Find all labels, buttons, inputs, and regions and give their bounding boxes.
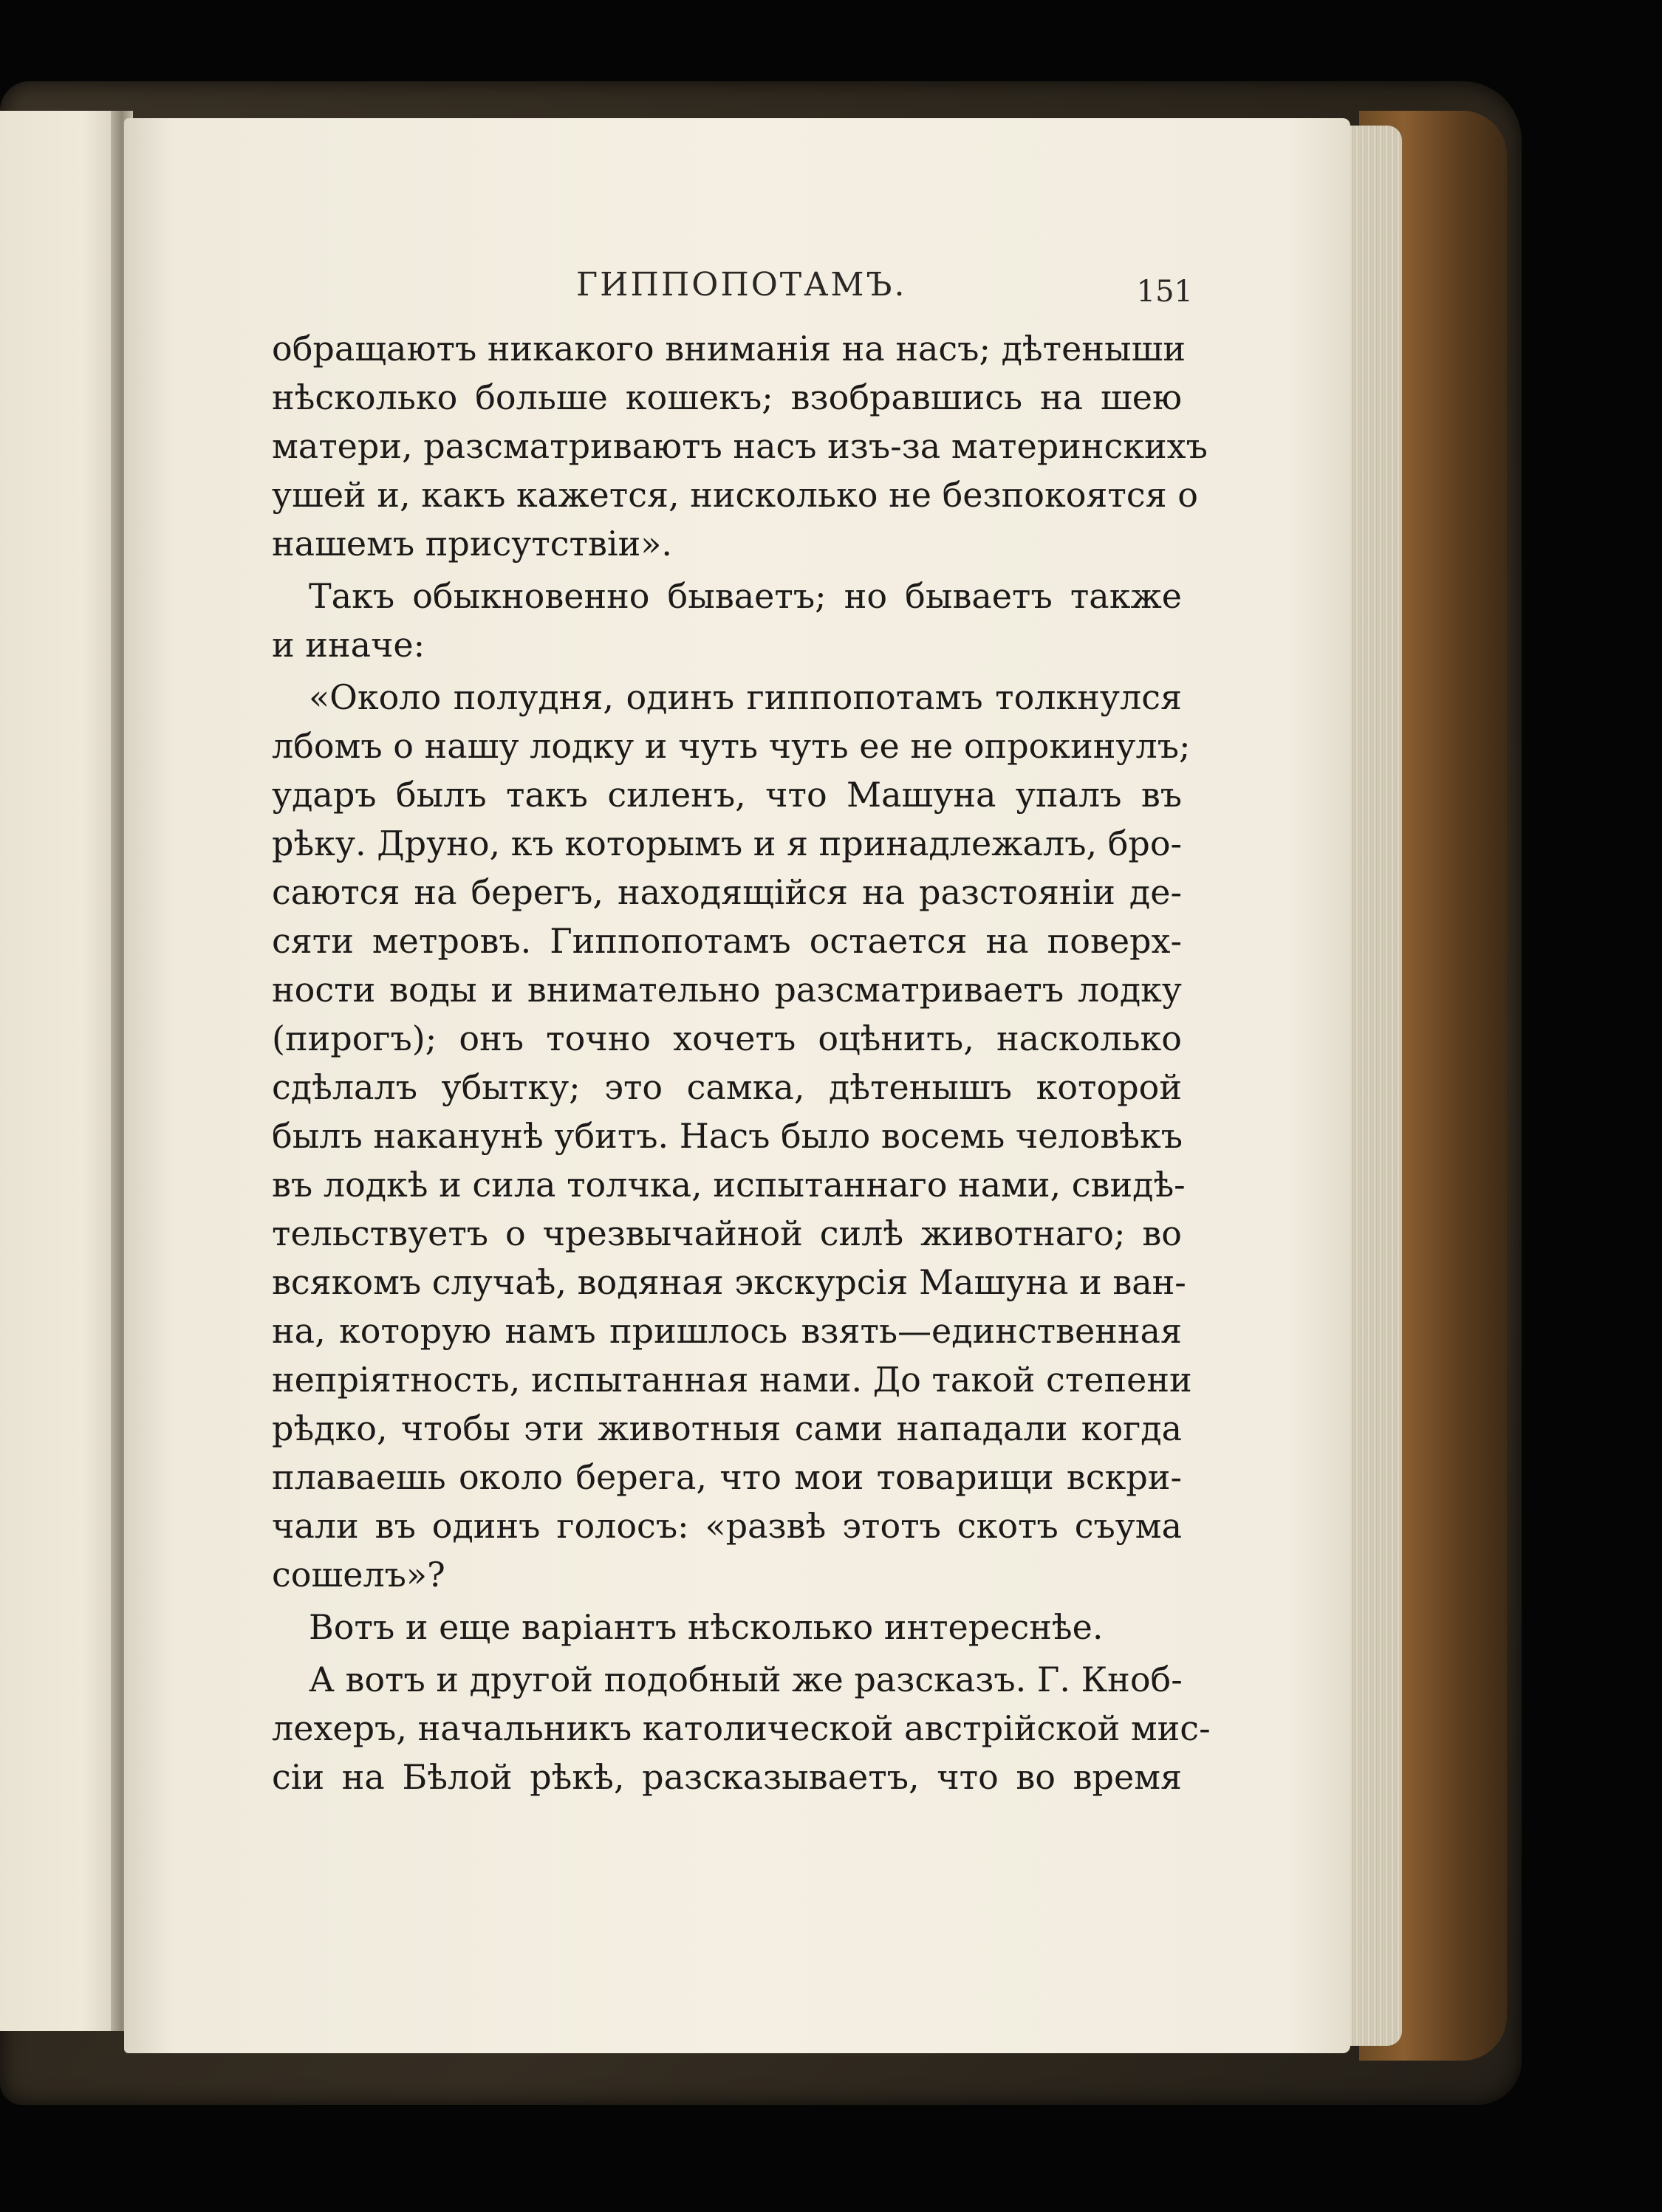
text-line: и иначе: [272,625,425,665]
text-line: ушей и, какъ кажется, нисколько не безпокоятся о [272,475,1198,515]
text-line: Такъ обыкновенно бываетъ; но бываетъ также [309,576,1182,616]
running-head: ГИППОПОТАМЪ. [576,266,907,304]
text-line: «Около полудня, одинъ гиппопотамъ толкнулся [309,677,1182,717]
text-line: (пирогъ); онъ точно хочетъ оцѣнить, насколько [272,1018,1182,1058]
text-line: рѣдко, чтобы эти животныя сами нападали когда [272,1408,1182,1448]
text-line: всякомъ случаѣ, водяная экскурсія Машуна и ван- [272,1262,1186,1302]
text-line: нѣсколько больше кошекъ; взобравшись на шею [272,377,1182,417]
text-line: чали въ одинъ голосъ: «развѣ этотъ скотъ съума [272,1506,1182,1546]
text-line: Вотъ и еще варіантъ нѣсколько интереснѣе. [309,1607,1104,1647]
left-page [0,111,118,2031]
text-line: сошелъ»? [272,1555,445,1595]
text-line: непріятность, испытанная нами. До такой степени [272,1360,1192,1400]
text-line: сяти метровъ. Гиппопотамъ остается на поверх- [272,921,1182,961]
text-line: лбомъ о нашу лодку и чуть чуть ее не опрокинулъ; [272,726,1191,766]
text-line: былъ наканунѣ убитъ. Насъ было восемь человѣкъ [272,1116,1183,1156]
text-line: матери, разсматриваютъ насъ изъ-за материнскихъ [272,426,1208,466]
text-line: обращаютъ никакого вниманія на насъ; дѣтеныши [272,329,1186,369]
text-line: на, которую намъ пришлось взять—единственная [272,1311,1182,1351]
text-line: А вотъ и другой подобный же разсказъ. Г. Кноб- [309,1660,1183,1699]
text-line: ности воды и внимательно разсматриваетъ лодку [272,970,1182,1010]
text-line: въ лодкѣ и сила толчка, испытаннаго нами, свидѣ- [272,1165,1186,1205]
page-number: 151 [1136,275,1193,309]
text-line: саются на берегъ, находящійся на разстояніи де- [272,872,1182,912]
text-line: тельствуетъ о чрезвычайной силѣ животнаго; во [272,1213,1182,1253]
text-line: сіи на Бѣлой рѣкѣ, разсказываетъ, что во время [272,1757,1182,1797]
text-line: нашемъ присутствіи». [272,524,673,564]
text-line: плаваешь около берега, что мои товарищи вскри- [272,1457,1182,1497]
text-line: ударъ былъ такъ силенъ, что Машуна упалъ въ [272,775,1182,815]
text-line: сдѣлалъ убытку; это самка, дѣтенышъ которой [272,1067,1182,1107]
text-line: лехеръ, начальникъ католической австрійской мис- [272,1708,1211,1748]
text-line: рѣку. Друно, къ которымъ и я принадлежалъ, бро- [272,823,1183,863]
